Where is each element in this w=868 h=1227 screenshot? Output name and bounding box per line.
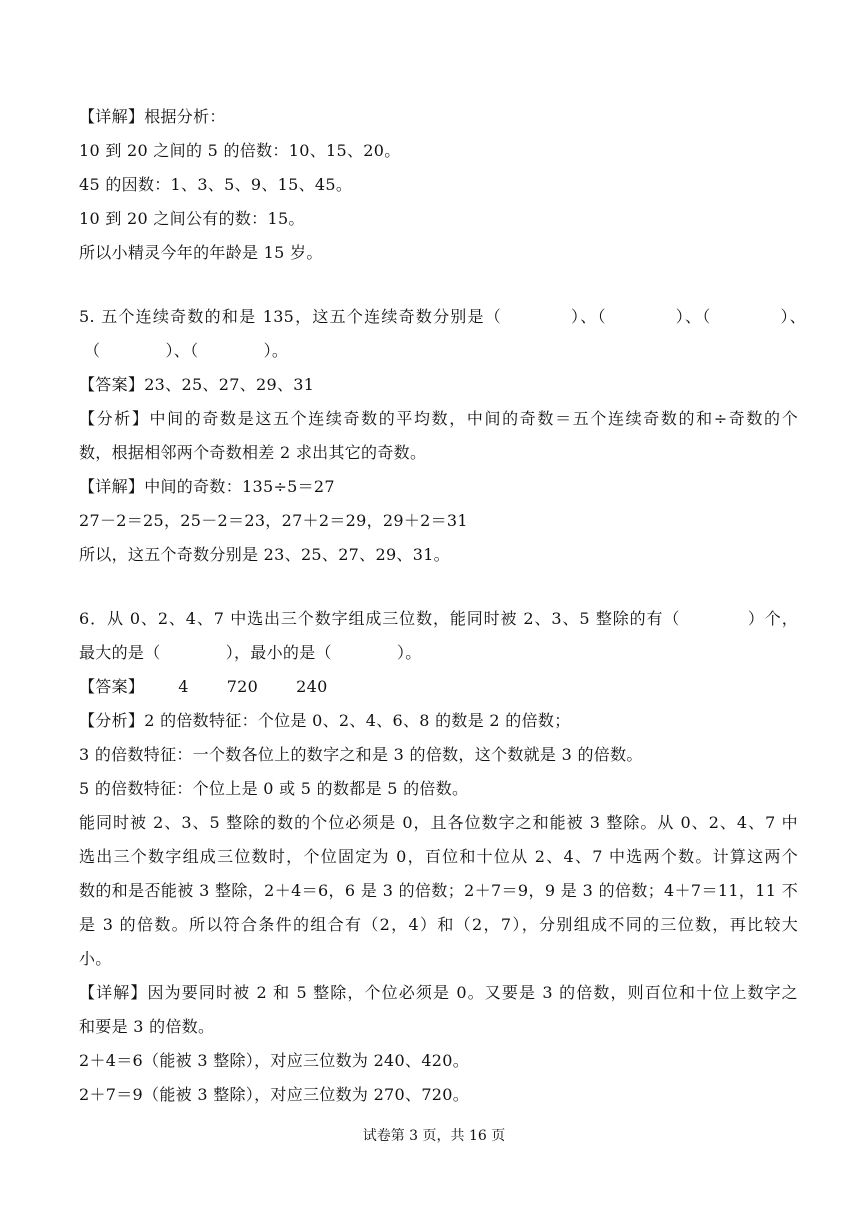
q4-detail-line: 10 到 20 之间的 5 的倍数：10、15、20。 (79, 141, 401, 160)
q5-detail: 【详解】中间的奇数：135÷5＝27 (79, 477, 335, 496)
q6-detail: 【详解】因为要同时被 2 和 5 整除，个位必须是 0。又要是 3 的倍数，则百位和十位上数字之 (79, 983, 798, 1002)
q4-detail-line: 45 的因数：1、3、5、9、15、45。 (79, 175, 353, 194)
q6-question-cont: 最大的是（ ），最小的是（ ）。 (79, 643, 422, 662)
q6-answer-label: 【答案】 (79, 677, 145, 696)
q6-analysis-line: 能同时被 2、3、5 整除的数的个位必须是 0，且各位数字之和能被 3 整除。从 0、2、4、7 中 (79, 813, 798, 832)
q6-question: 6．从 0、2、4、7 中选出三个数字组成三位数，能同时被 2、3、5 整除的有（ ）个， (79, 609, 798, 628)
q5-conclusion: 所以，这五个奇数分别是 23、25、27、29、31。 (79, 545, 450, 564)
q6-analysis-line: 5 的倍数特征：个位上是 0 或 5 的数都是 5 的倍数。 (79, 779, 469, 798)
q6-answer-value: 720 (226, 677, 259, 696)
q6-analysis-line: 小。 (79, 949, 112, 968)
q6-analysis-line: 是 3 的倍数。所以符合条件的组合有（2，4）和（2，7），分别组成不同的三位数，再比较大 (79, 915, 798, 934)
q6-analysis-line: 3 的倍数特征：一个数各位上的数字之和是 3 的倍数，这个数就是 3 的倍数。 (79, 745, 643, 764)
q6-analysis-line: 数的和是否能被 3 整除，2＋4＝6，6 是 3 的倍数；2＋7＝9，9 是 3 的倍数；4＋7＝11，11 不 (79, 881, 798, 900)
q4-detail-heading: 【详解】根据分析： (79, 107, 226, 126)
q6-answer-value: 4 (178, 677, 189, 696)
q6-detail-line: 2＋7＝9（能被 3 整除），对应三位数为 270、720。 (79, 1085, 470, 1104)
q6-analysis: 【分析】2 的倍数特征：个位是 0、2、4、6、8 的数是 2 的倍数； (79, 711, 571, 730)
q5-answer: 【答案】23、25、27、29、31 (79, 375, 315, 394)
q5-question-cont: （ ）、（ ）。 (84, 341, 289, 360)
q5-detail-line: 27－2＝25，25－2＝23，27＋2＝29，29＋2＝31 (79, 511, 468, 530)
page-footer: 试卷第 3 页，共 16 页 (362, 1128, 506, 1144)
q6-analysis-line: 选出三个数字组成三位数时，个位固定为 0，百位和十位从 2、4、7 中选两个数。计算这两个 (79, 847, 798, 866)
q5-question: 5. 五个连续奇数的和是 135，这五个连续奇数分别是（ ）、（ ）、（ ）、 (79, 307, 806, 326)
q6-detail-line: 2＋4＝6（能被 3 整除），对应三位数为 240、420。 (79, 1051, 470, 1070)
q6-answer-value: 240 (296, 677, 328, 696)
q5-analysis: 【分析】中间的奇数是这五个连续奇数的平均数，中间的奇数＝五个连续奇数的和÷奇数的个 (79, 409, 798, 428)
q6-answer (79, 677, 798, 697)
q6-detail-cont: 和要是 3 的倍数。 (79, 1017, 215, 1036)
q4-detail-line: 10 到 20 之间公有的数：15。 (79, 209, 305, 228)
q5-analysis-cont: 数，根据相邻两个奇数相差 2 求出其它的奇数。 (79, 443, 427, 462)
q4-conclusion: 所以小精灵今年的年龄是 15 岁。 (79, 243, 323, 262)
